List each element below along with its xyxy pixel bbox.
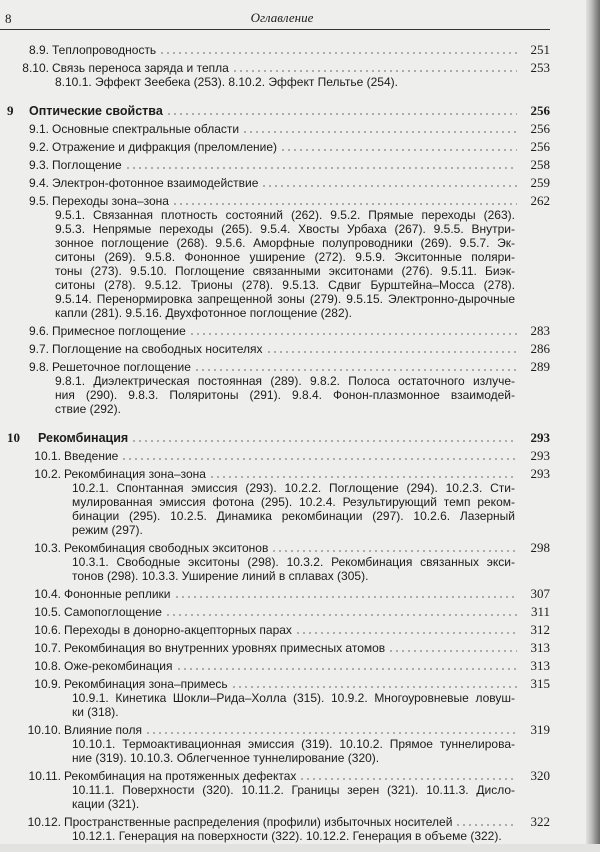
- subsection-line: ния (290). 9.8.3. Поляритоны (291). 9.8.4. Фонон-плазмонное взаимодей-: [55, 388, 515, 402]
- toc-entry[interactable]: [0, 59, 550, 77]
- toc-entry[interactable]: [0, 639, 550, 657]
- page-bottom-margin: [0, 844, 600, 852]
- section-title: Рекомбинация на протяженных дефектах: [64, 769, 297, 783]
- dot-leader: [388, 649, 517, 653]
- section-number: 10.4.: [34, 587, 61, 601]
- section-number: 10.9.: [34, 677, 61, 691]
- section-title: Электрон-фотонное взаимодействие: [52, 176, 259, 190]
- page-reference: 307: [530, 586, 550, 601]
- toc-entry[interactable]: [0, 813, 550, 831]
- toc-entry[interactable]: [0, 138, 550, 156]
- section-title: Основные спектральные области: [52, 122, 240, 136]
- page-reference: 293: [530, 430, 550, 445]
- section-title: Связь переноса заряда и тепла: [52, 61, 229, 75]
- section-title: Переходы зона–зона: [52, 194, 169, 208]
- toc-entry[interactable]: [0, 340, 550, 358]
- page-reference: 313: [530, 658, 550, 673]
- page-reference: 286: [530, 341, 550, 356]
- section-title: Пространственные распределения (профили) избыточных носителей: [64, 815, 453, 829]
- subsection-line: 10.11.1. Поверхности (320). 10.11.2. Границы зерен (321). 10.11.3. Дисло-: [72, 783, 515, 797]
- chapter-heading[interactable]: [0, 102, 550, 120]
- toc-entry[interactable]: [0, 465, 550, 483]
- subsection-line: 9.5.14. Перенормировка запрещенной зоны (279). 9.5.15. Электронно-дырочные: [55, 292, 515, 306]
- section-title: Теплопроводность: [52, 43, 157, 57]
- section-title: Рекомбинация свободных экситонов: [64, 541, 269, 555]
- section-title: Рекомбинация во внутренних уровнях примесных атомов: [64, 641, 386, 655]
- header-rule: [0, 29, 550, 30]
- section-title: Поглощение: [52, 158, 122, 172]
- subsection-list: [0, 783, 515, 811]
- subsection-line: ситоны (278). 9.5.12. Трионы (278). 9.5.13. Сдвиг Бурштейна–Мосса (278).: [55, 278, 515, 292]
- subsection-list: [0, 75, 515, 89]
- page-reference: 311: [530, 604, 550, 619]
- toc-entry[interactable]: [0, 156, 550, 174]
- dot-leader: [299, 777, 517, 781]
- subsection-line: 10.10.1. Термоактивационная эмиссия (319). 10.10.2. Прямое туннелирова-: [72, 737, 515, 751]
- section-title: Переходы в донорно-акцепторных парах: [64, 623, 292, 637]
- section-number: 10.8.: [34, 659, 61, 673]
- page-reference: 289: [530, 359, 550, 374]
- dot-leader: [145, 731, 517, 735]
- section-number: 9.2.: [28, 140, 49, 154]
- toc-entry[interactable]: [0, 621, 550, 639]
- section-number: 10.11.: [28, 769, 61, 783]
- section-number: 9.5.: [28, 194, 49, 208]
- toc-entry[interactable]: [0, 41, 550, 59]
- section-number: 8.9.: [28, 43, 49, 57]
- section-number: 9.3.: [28, 158, 49, 172]
- section-title: Введение: [64, 449, 119, 463]
- toc-entry[interactable]: [0, 721, 550, 739]
- toc-section: [0, 429, 550, 843]
- chapter-title: Рекомбинация: [38, 431, 129, 445]
- subsection-line: мулированная эмиссия фотона (295). 10.2.4. Результирующий темп реком-: [72, 495, 515, 509]
- page-reference: 262: [530, 193, 550, 208]
- section-number: 10.5.: [34, 605, 61, 619]
- toc-entry[interactable]: [0, 174, 550, 192]
- page-reference: 256: [530, 103, 550, 118]
- subsection-line: 10.3.1. Свободные экситоны (298). 10.3.2. Рекомбинация связанных экси-: [72, 555, 515, 569]
- page-number: 8: [5, 11, 12, 26]
- dot-leader: [159, 51, 517, 55]
- page-reference: 251: [530, 42, 550, 57]
- page-reference: 293: [530, 448, 550, 463]
- section-title: Решеточное поглощение: [52, 360, 191, 374]
- toc-entry[interactable]: [0, 675, 550, 693]
- page-reference: 315: [530, 676, 550, 691]
- subsection-line: кации (321).: [72, 797, 140, 811]
- page-reference: 293: [530, 466, 550, 481]
- dot-leader: [232, 69, 517, 73]
- page-reference: 312: [530, 622, 550, 637]
- subsection-line: тоны (273). 9.5.10. Поглощение связанными экситонами (276). 9.5.11. Биэк-: [55, 264, 515, 278]
- subsection-line: ствие (292).: [55, 402, 121, 416]
- section-number: 9.4.: [28, 176, 49, 190]
- subsection-line: 9.8.1. Диэлектрическая постоянная (289). 9.8.2. Полоса остаточного излуче-: [55, 374, 515, 388]
- subsection-list: [0, 208, 515, 320]
- section-title: Поглощение на свободных носителях: [52, 342, 263, 356]
- dot-leader: [194, 368, 517, 372]
- subsection-line: 8.10.1. Эффект Зеебека (253). 8.10.2. Эффект Пельтье (254).: [55, 75, 398, 89]
- subsection-line: капли (281). 9.5.16. Двухфотонное поглощение (282).: [55, 306, 352, 320]
- section-number: 10.3.: [34, 541, 61, 555]
- chapter-number: 10: [7, 430, 20, 445]
- dot-leader: [295, 631, 517, 635]
- section-title: Самопоглощение: [64, 605, 162, 619]
- page-reference: 253: [530, 60, 550, 75]
- section-number: 9.6.: [28, 324, 49, 338]
- page-reference: 320: [530, 768, 550, 783]
- page-reference: 298: [530, 540, 550, 555]
- subsection-line: 10.12.1. Генерация на поверхности (322). 10.12.2. Генерация в объеме (322).: [72, 829, 502, 843]
- dot-leader: [280, 148, 517, 152]
- section-number: 9.1.: [28, 122, 49, 136]
- dot-leader: [172, 202, 517, 206]
- book-spine-shadow: [586, 0, 600, 852]
- section-number: 10.2.: [34, 467, 61, 481]
- page-reference: 256: [530, 139, 550, 154]
- subsection-line: ки (318).: [72, 705, 119, 719]
- running-title: Оглавление: [250, 10, 314, 25]
- subsection-list: [0, 737, 515, 765]
- chapter-heading[interactable]: [0, 429, 550, 447]
- toc-entry[interactable]: [0, 657, 550, 675]
- toc-section: [0, 102, 550, 416]
- toc-entry[interactable]: [0, 192, 550, 210]
- subsection-list: [0, 829, 515, 843]
- subsection-line: 9.5.3. Непрямые переходы (265). 9.5.4. Хвосты Урбаха (267). 9.5.5. Внутри-: [55, 222, 515, 236]
- dot-leader: [125, 166, 517, 170]
- page-reference: 322: [530, 814, 550, 829]
- dot-leader: [165, 613, 517, 617]
- subsection-list: [0, 555, 515, 583]
- page-reference: 256: [530, 121, 550, 136]
- chapter-number: 9: [7, 103, 14, 118]
- dot-leader: [176, 667, 517, 671]
- dot-leader: [189, 332, 517, 336]
- section-number: 9.7.: [28, 342, 49, 356]
- section-title: Фононные реплики: [64, 587, 171, 601]
- dot-leader: [242, 130, 517, 134]
- dot-leader: [166, 112, 517, 116]
- dot-leader: [231, 685, 517, 689]
- dot-leader: [261, 184, 517, 188]
- toc-entry[interactable]: [0, 120, 550, 138]
- toc-entry[interactable]: [0, 322, 550, 340]
- page-reference: 313: [530, 640, 550, 655]
- section-title: Примесное поглощение: [52, 324, 186, 338]
- section-number: 10.10.: [27, 723, 61, 737]
- subsection-line: тонов (298). 10.3.3. Уширение линий в сплавах (305).: [72, 569, 369, 583]
- page-reference: 319: [530, 722, 550, 737]
- subsection-line: 9.5.1. Связанная плотность состояний (262). 9.5.2. Прямые переходы (263).: [55, 208, 515, 222]
- subsection-line: ние (319). 10.10.3. Облегченное туннелирование (320).: [72, 751, 380, 765]
- toc-entry[interactable]: [0, 358, 550, 376]
- subsection-line: зонное поглощение (268). 9.5.6. Аморфные полупроводники (269). 9.5.7. Эк-: [55, 236, 515, 250]
- toc-entry[interactable]: [0, 767, 550, 785]
- toc-entry[interactable]: [0, 603, 550, 621]
- section-number: 10.12.: [27, 815, 61, 829]
- page-reference: 258: [530, 157, 550, 172]
- subsection-line: 10.9.1. Кинетика Шокли–Рида–Холла (315). 10.9.2. Многоуровневые ловуш-: [72, 691, 515, 705]
- toc-section: [0, 41, 550, 89]
- toc-entry[interactable]: [0, 539, 550, 557]
- page-reference: 283: [530, 323, 550, 338]
- chapter-title: Оптические свойства: [29, 104, 163, 118]
- dot-leader: [266, 350, 517, 354]
- subsection-line: ситоны (269). 9.5.8. Фононное уширение (272). 9.5.9. Экситонные поляри-: [55, 250, 515, 264]
- dot-leader: [209, 475, 517, 479]
- section-number: 10.1.: [34, 449, 61, 463]
- section-number: 8.10.: [22, 61, 49, 75]
- subsection-list: [0, 374, 515, 416]
- subsection-line: 10.2.1. Спонтанная эмиссия (293). 10.2.2. Поглощение (294). 10.2.3. Сти-: [72, 481, 515, 495]
- section-title: Рекомбинация зона–примесь: [64, 677, 228, 691]
- section-number: 10.6.: [34, 623, 61, 637]
- section-title: Отражение и дифракция (преломление): [52, 140, 278, 154]
- dot-leader: [121, 457, 517, 461]
- page-reference: 259: [530, 175, 550, 190]
- dot-leader: [174, 595, 518, 599]
- section-title: Оже-рекомбинация: [64, 659, 173, 673]
- section-number: 10.7.: [34, 641, 61, 655]
- dot-leader: [271, 549, 517, 553]
- dot-leader: [131, 439, 517, 443]
- section-number: 9.8.: [28, 360, 49, 374]
- subsection-list: [0, 481, 515, 537]
- dot-leader: [455, 823, 517, 827]
- toc-entry[interactable]: [0, 585, 550, 603]
- subsection-line: режим (297).: [72, 523, 143, 537]
- table-of-contents: [0, 41, 550, 845]
- subsection-list: [0, 691, 515, 719]
- section-title: Влияние поля: [64, 723, 142, 737]
- section-title: Рекомбинация зона–зона: [64, 467, 206, 481]
- subsection-line: бинации (295). 10.2.5. Динамика рекомбинации (297). 10.2.6. Лазерный: [72, 509, 515, 523]
- toc-entry[interactable]: [0, 447, 550, 465]
